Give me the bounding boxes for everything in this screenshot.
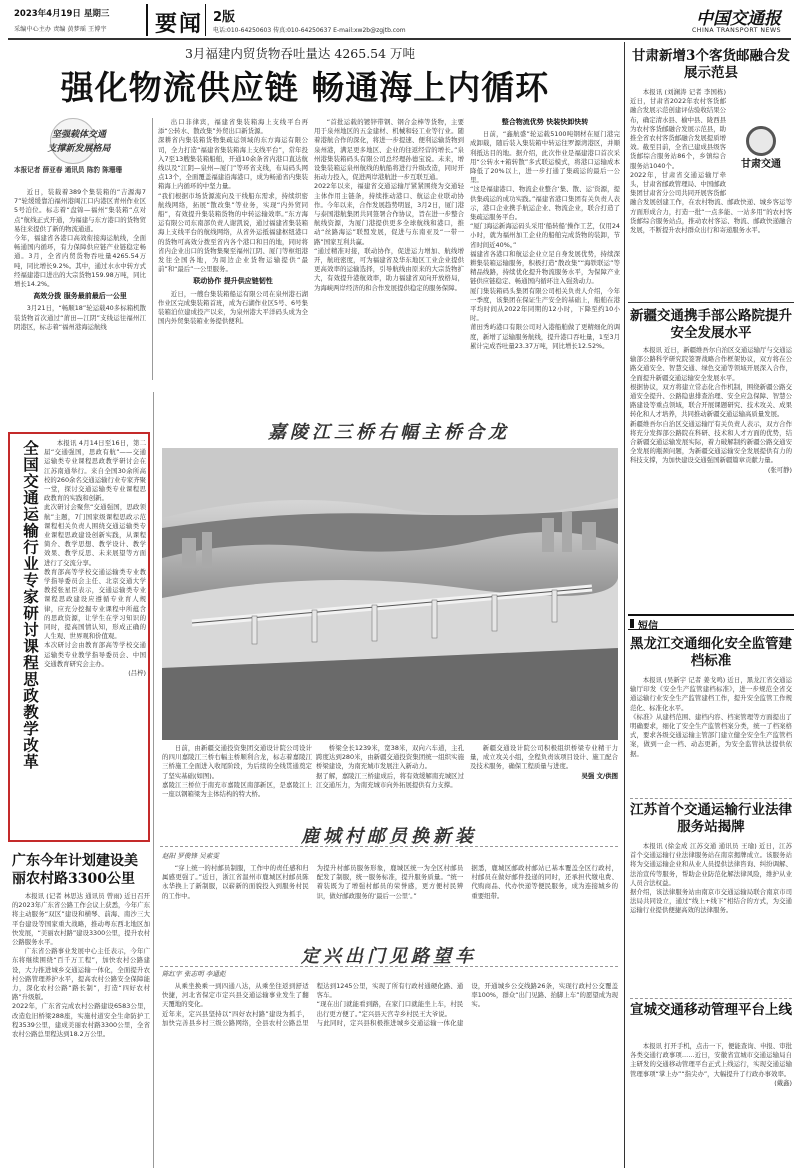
- guangdong-byline: 本报讯 (记者 林思达 通讯员 曾雨) 近日召开的2023年广东省公路工作会议上获悉，今年广东将主动服务“双区”建设和横琴、前海、南沙三大平台建设等国家重大战略，推动粤东西北地区加快发展，“美丽农村路”建设3300公里，提升农村公路服务水平。: [12, 892, 150, 947]
- feature2-byline: 赵阳 罗俊锋 吴素雯: [162, 852, 219, 860]
- jiangsu-text: 本报讯 (徐金成 江苏交通 通讯员 王瑜) 近日，江苏首个交通运输行业法律服务站在南京揭牌成立。该服务站将为交通运输企业和从业人员提供法律咨询、纠纷调解、法治宣传等服务，帮助企业防范化解法律风险，维护从业人员合法权益。 据介绍，该法律服务站由南京市交通运输局联合南京市司法局共同设立，通过“线上+线下”相结合的方式，为交通运输行业提供便捷高效的法律服务。: [630, 842, 792, 915]
- lead-subhead-2: 联动协作 提升供应链韧性: [193, 277, 273, 286]
- xinjiang-text: 本报讯 近日，新疆维吾尔自治区交通运输厅与交通运输部公路科学研究院签署战略合作框架协议，双方将在公路交通安全、智慧交通、绿色交通等领域开展深入合作，全面提升新疆交通运输安全发展水平。 根据协议，双方将建立常态化合作机制，围绕新疆公路交通安全提升、公路隐患排查治理、安全应急保障、智慧公路建设等重点领域，联合开展课题研究、技术攻关、成果转化和人才培养，共同推动新疆交通运输高质量发展。 新疆维吾尔自治区交通运输厅有关负责人表示，双方合作将充分发挥部公路院在科研、技术和人才方面的优势，结合新疆交通运输发展实际，着力破解制约新疆公路交通安全发展的瓶颈问题，为新疆交通运输安全发展提供有力的科技支撑，为加快建设交通强国新疆篇章贡献力量。: [630, 346, 792, 465]
- lead-col-1-text: 近日，装载着389个集装箱的“吉源海77”轮缓缓靠泊福州港闽江口内港区青州作业区5号泊位。标志着“盘锦—福州”集装箱“点对点”航线正式开通，为福建与东方港口的货物贸易往来提供了新的物流通道。 今年，福建省各港口高效衔接海运航线，全面畅通国内循环，有力保障供应链产业链稳定畅通。3月，全省内贸货物吞吐量4265.54万吨，同比增长9.2%。其中，通过水水中转方式经福建港口进出的大宗货物159.98万吨，同比增长14.2%。: [14, 188, 146, 289]
- lead-byline: 本报记者 薛亚春 通讯员 陈豹 陈珊珊: [14, 166, 123, 174]
- section-title: [146, 4, 206, 36]
- feature2-rule: [160, 846, 618, 847]
- feature2-text: “穿上统一的村邮员制服，工作中的责任感和归属感更强了。”近日，浙江省温州市鹿城区村邮员陈永华换上了新制服，以崭新的面貌投入到服务村民的工作中。 为提升村邮员服务形象，鹿城区统一为全区村邮员配发了制服，统一服务标准，提升服务质量。“统一着装既为了增强村邮员的荣誉感，更方便村民辨识，做好邮政服务的‘最后一公里’。” 据悉，鹿城区邮政村邮站已基本覆盖全区行政村，村邮员在做好邮件投递的同时，还承担代缴电费、代购商品、代办快递等便民服务，成为连接城乡的重要纽带。: [162, 864, 618, 900]
- lead-col-3: [314, 118, 464, 380]
- guangdong-body: [12, 892, 150, 1168]
- lead-kicker: 3月福建内贸货物吞吐量达 4265.54 万吨: [184, 46, 416, 61]
- lead-col-2: [158, 118, 308, 380]
- gansu-headline: 甘肃新增3个客货邮融合发展示范县: [632, 48, 790, 81]
- feature1-caption-1-text: 日前，由新疆交通投资集团交通设计院公司设计的四川嘉陵江三桥右幅主桥顺利合龙，标志着嘉陵江三桥施工全面进入收尾阶段，为后续的全线贯通奠定了坚实基础(如图)。 嘉陵江三桥位于南充市嘉陵区南部新区，是嘉陵江上一座以钢箱梁为主体结构的特大桥。: [162, 744, 312, 799]
- short-news-marker-icon: [630, 619, 634, 628]
- lead-col-2b-text: 近日，一艘台集装箱船运有限公司在泉州港石湖作业区完成集装箱首班，成为石湖作业区5号、6号集装箱泊位建成投产以来，为泉州港大平洋码头成为全国内外贸集装箱业务提供便利。: [158, 289, 308, 326]
- feature2-body: [162, 864, 618, 940]
- sidebar-box: [8, 432, 150, 842]
- editors-line: 采编中心主办 责编 黄梦瑶 王博宇: [14, 26, 107, 33]
- sidebar-body: [44, 439, 146, 837]
- section-name: 要闻: [155, 11, 204, 37]
- xuancheng-credit: (戴鑫): [774, 1078, 792, 1087]
- right-divider-2: [630, 798, 792, 799]
- lead-subhead-1: 高效分拨 服务最前最后一公里: [33, 292, 127, 301]
- right-divider-3: [630, 998, 792, 999]
- feature3-rule: [160, 966, 618, 967]
- paper-logo: 中国交通报: [696, 9, 781, 29]
- gansu-badge: [730, 126, 792, 196]
- masthead: [0, 0, 799, 40]
- guangdong-text: 广东省公路事业发展中心主任表示，今年广东将继续围绕“百千万工程”，加快农村公路建设，大力推进城乡交通运输一体化，全面提升农村公路管理养护水平，提高农村公路安全保障能力，深化农村公路“路长制”，打造“四好农村路”升级版。 2022年，广东省完成农村公路建设6583公里，改造危旧桥梁288座，实施村道安全生命防护工程3539公里，建成美丽农村路3300公里，全省农村公路总里程达到18.2万公里。: [12, 947, 150, 1039]
- jiangsu-headline: 江苏首个交通运输行业法律服务站揭牌: [630, 802, 792, 835]
- lead-col-3-text: “首批运载的镀锌带钢、钢合金棒等货物，主要用于泉州地区的五金建材、机械和轻工业等行业。随着港航合作的深化，将进一步提速、便利运输货物到泉州港，满足更多地区、企业的往返经营的增长。”泉州港集装箱码头有限公司总经理孙德宝说。未来，增设集装箱运泉州航线的航船将进行升级改造，同时开拓动力投入，促进两岸港航进一步互联互通。 2022年以来，福建省交通运输厅紧紧围绕为交通轻主体作用主链条，持续推动港口、航运企业联动协作。今年以来，合作发展趋势明显，3月2日，厦门港与泰国港航集团共同签署合作协议，旨在进一步整合航线资源，为厦门港提供更多全球航线和港口，推动“丝路海运”联盟发展，促进与东南亚及“一带一路”国家互利共赢。 “通过精准对接，联动协作，促进运力增加、航线增开，航班密度，可为福建省及华东地区工业企业提供更高效率的运输选择，引导航线由原来的大宗货物扩大，有效提升港航效率，助力福建省双向开放格局，为海峡两岸经济的和合作发展提供稳定的服务保障。: [314, 118, 464, 292]
- xuancheng-headline: 宣城交通移动管理平台上线: [630, 1002, 792, 1018]
- feature1-credit: 吴强 文/供图: [581, 771, 618, 780]
- short-news-label: 短信: [638, 621, 658, 632]
- gansu-logo-icon: [746, 126, 776, 156]
- feature1-title: 嘉陵江三桥右幅主桥合龙: [268, 422, 510, 443]
- gansu-badge-text: 甘肃交通: [741, 159, 781, 170]
- feature3-text: 从乘坐换乘一到四通八达，从乘坐往返到舒适快捷，河北省保定市定兴县交通运输事业发生了翻天覆地的变化。 近年来，定兴县坚持以“四好农村路”建设为抓手，加快完善县乡村三级公路网络，全县农村公路总里程达到1245公里，实现了所有行政村通硬化路、通客车。 “现在出门就能看到路，在家门口就能坐上车，村民出行更方便了。”定兴县天宫寺乡村民王大爷说。 与此同时，定兴县积极推进城乡交通运输一体化建设，开通城乡公交线路26条，实现行政村公交覆盖率100%，群众“出门见路、抬脚上车”的愿望成为现实。: [162, 982, 618, 1027]
- xuancheng-body: [630, 1042, 792, 1168]
- lead-col-2-text: 出口非律宾，福建省集装箱海上支线平台再添“公转水、散改集”外贸出口新货源。 深耕省内集装箱货物集疏运领域的东方海运有限公司，全力打造“福建省集装箱海上支线平台”，常年投入7至13艘集装箱船舶，开通10余条省内港口直达航线以及“江阴—泉州—厦门”等环省支线，布局码头网点13个，全面覆盖福建沿海港口，成为畅通省内集装箱海上内循环的中坚力量。 “我们根据市场货源流向及干线船东需求，持续织密航线网络，拓展“散改集”等业务，实现“内外贸同船”，有效提升集装箱货物的中转运输效率。”东方海运有限公司东南部负责人谢凯说，通过福建省集装箱海上支线平台的航线网络，从省外运抵福建枢纽港口的货物可高效分拨至省内各个港口和目的地，同时将省内企业出口的货物集聚至福州江阴、厦门等枢纽港发往全国各地，为周边企业货物运输提供“最前”和“最后”一公里服务。: [158, 118, 308, 274]
- feature2-title: 鹿城村邮员换新装: [301, 826, 477, 847]
- xuancheng-text: 本报讯 打开手机，点击一下，便能查询、申报、审批各类交通行政事项……近日，安徽省宣城市交通运输局自主研发的交通移动管理平台正式上线运行，实现交通运输管理事项“掌上办”“指尖办”，大幅提升了行政办事效率。: [630, 1042, 792, 1078]
- heilongjiang-headline: 黑龙江交通细化安全监管建档标准: [630, 636, 792, 669]
- lead-col-4-text: 日前，“鑫航盛”轮运载5100吨钢材在厦门港完成卸载，随后装入集装箱中转运往罗源湾港区，并顺利抵达目的地。据介绍，此次作业是福建港口首次采用“公转水+箱转散”多式联运模式，将港口运输成本降低了20%以上，进一步打通了集疏运的最后一公里。 “这是福建港口、物流企业整合‘集、散、运’资源，提供集疏运的成功实践。”福建省港口集团有关负责人表示，港口企业携手航运企业、物流企业，联合打造了集疏运服务平台。 “厦门海运新海运码头采用‘船转船’操作工艺，仅用24小时，就为福州加工企业的船舶完成货物的装卸，节省时间近40%。” 福建省各港口和航运企业立足自身发展优势，持续深耕集装箱运输服务，积极打造“散改集”“海铁联运”等精品线路，持续优化提升物流服务水平，为保障产业链供应链稳定、畅通国内循环注入强劲动力。 厦门集装箱码头集团有限公司相关负责人介绍，今年一季度，该集团在保证生产安全的基础上，船舶在港平均时间从2022年同期的12小时，下降至约10小时。 莆田秀屿港口有限公司对入港船舶做了更精细化的调度，新增了运输服务航线，提升港口吞吐量，1至3月累计完成吞吐量23.37万吨，同比增长12.52%。: [470, 130, 620, 350]
- heilongjiang-body: [630, 676, 792, 794]
- feature3-title: 定兴出门见路望车: [301, 946, 477, 967]
- lead-headline: 强化物流供应链 畅通海上内循环: [60, 68, 550, 107]
- feature1-caption-3-text: 新疆交通设计院公司积极组织桥梁专业精干力量，成立攻关小组，全程负责该项目设计、施工配合及技术服务，确保工程质量与进度。: [470, 744, 618, 771]
- jiangsu-body: [630, 842, 792, 994]
- sidebar-text: 本报讯 4月14日至16日，第二届“交通强国，思政有航”——交通运输类专业课程思政教学研讨会在江苏南通举行。来自全国30余所高校的260余名交通运输行业专家齐聚一堂，探讨交通运输类专业课程思政教育的实践和创新。 此次研讨会聚焦“交通强国，思政领航”主题，7门国家级课程思政示范课程相关负责人围绕交通运输类专业课程思政建设创新实践，从课程简介、教学思想、教学设计、教学效果、教学反思、未来展望等方面进行了交流分享。 教育部高等学校交通运输类专业教学指导委员会主任、北京交通大学教授张星臣表示，交通运输类专业课程思政建设应遵循专业育人规律，应充分挖掘专业课程中所蕴含的思政资源，让学生在学习知识的同时，提高国情认知，形成正确的人生观、世界观和价值观。 本次研讨会由教育部高等学校交通运输类专业教学指导委员会、中国交通教育研究会主办。: [44, 439, 146, 668]
- sidebar-credit: (吕梓): [128, 669, 146, 678]
- lead-badge: [14, 117, 146, 165]
- feature1-caption-2: [316, 744, 464, 818]
- bridge-photo: [162, 448, 618, 740]
- short-news-header: [628, 614, 794, 630]
- feature1-caption-1: [162, 744, 312, 818]
- gansu-body: [630, 88, 792, 300]
- date-line: 2023年4月19日 星期三: [14, 9, 110, 19]
- feature3-body: [162, 982, 618, 1168]
- lead-col-1: [14, 188, 146, 340]
- feature1-caption-2-text: 桥梁全长1239米，宽38米，双向六车道，主孔跨度达到280米，由新疆交通投资集团统一组织实施桥梁建设，为南充城市发展注入新动力。 据了解，嘉陵江三桥建成后，将有效缓解南充城区过江交通压力，为南充城市向外拓展提供有力支撑。: [316, 744, 464, 789]
- lead-col-4: [470, 118, 620, 380]
- xinjiang-credit: (张可静): [767, 465, 792, 474]
- bridge-illustration: [162, 448, 618, 740]
- badge-line-2: 支撑新发展格局: [47, 144, 111, 154]
- contact-line: 电话:010-64250603 传真:010-64250637 E-mail:xw2b@zgjtb.com: [213, 27, 406, 34]
- lead-col-1b-text: 3月21日，“畅顺18”轮运载40多标箱机散装货物首次通过“莆田—江阴”支线运往福州江阴港区，标志着“福州港海运航线: [14, 304, 146, 331]
- paper-name-en: CHINA TRANSPORT NEWS: [691, 27, 781, 34]
- badge-line-1: 坚强载体交通: [51, 130, 106, 140]
- lead-col-4-head: 整合物流优势 快装快卸快转: [501, 118, 589, 126]
- feature3-byline: 陈红宇 张志明 李通彪: [162, 970, 226, 978]
- col-divider: [152, 118, 153, 380]
- heilongjiang-text: 本报讯 (吴新宇 记者 姜戈鸣) 近日，黑龙江省交通运输厅印发《安全生产监管建档标准》，进一步规范全省交通运输行业安全生产监管建档工作，提升安全监管工作规范化、标准化水平。 《标准》从建档范围、建档内容、档案管理等方面提出了明确要求，细化了安全生产监管档案分类，统一了档案格式，要求各级交通运输主管部门建立健全安全生产监管档案，做到一企一档、动态更新，为安全监管执法提供依据。: [630, 676, 792, 758]
- xinjiang-body: [630, 346, 792, 612]
- left-col-overflow: [10, 382, 150, 426]
- masthead-rule: [8, 38, 791, 40]
- left-column-divider: [153, 392, 154, 1168]
- sidebar-headline: 全国交通运输行业专家研讨课程思政教学改革: [21, 440, 40, 770]
- feature1-caption-3: [470, 744, 618, 818]
- guangdong-headline: 广东今年计划建设美丽农村路3300公里: [12, 853, 138, 887]
- right-column-divider: [624, 42, 625, 1168]
- xinjiang-headline: 新疆交通携手部公路院提升安全发展水平: [630, 308, 792, 341]
- right-divider-1: [628, 302, 794, 303]
- page-number: 2版: [213, 10, 236, 25]
- gansu-text: 本报讯 (刘澜涛 记者 李国栋) 近日，甘肃省2022年农村客货邮融合发展示范创建评估验收结果公布，确定清水县、榆中县、陇西县为农村客货邮融合发展示范县，助推全省农村客货邮融合发展提质增效。截至目前，全省已建成县级客货邮综合服务站86个，乡镇综合服务站1040个。 2022年，甘肃省交通运输厅牵头，甘肃省邮政管理局、中国邮政集团甘肃省分公司共同开展客货邮融合发展创建工作，在农村物流、邮政快递、城乡客运等方面形成合力，打造一批“一点多能、一站多用”的农村客货邮综合服务站点，推动农村客运、物流、邮政快递融合发展，不断提升农村群众出行和寄递服务水平。: [630, 88, 792, 235]
